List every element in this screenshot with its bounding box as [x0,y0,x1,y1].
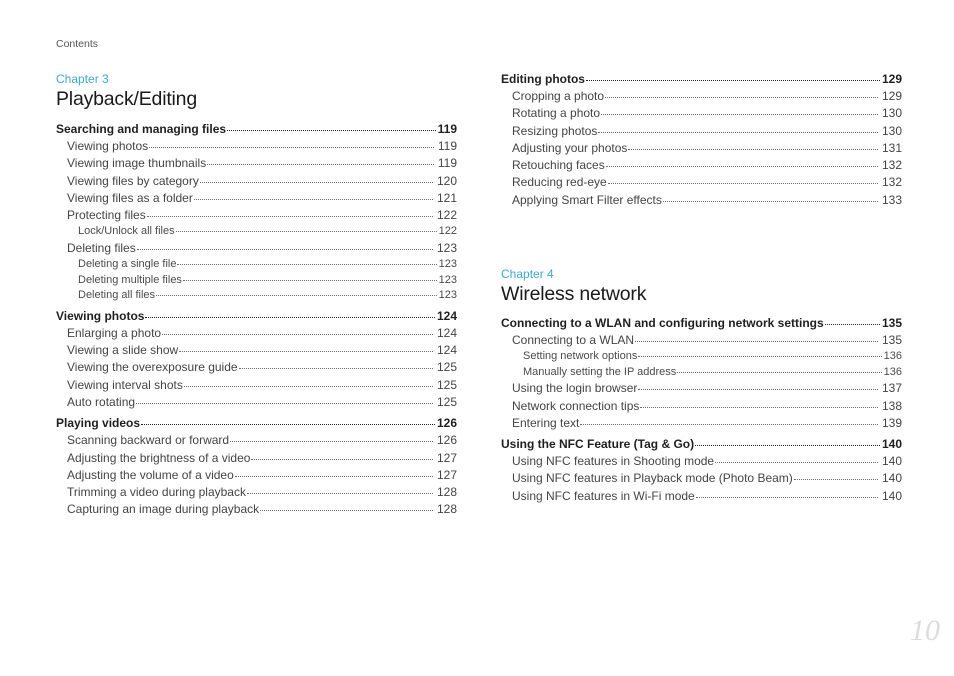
toc-entry-title: Rotating a photo [512,106,601,121]
toc-entry[interactable] [56,173,457,190]
dot-leader [147,207,433,218]
toc-entry-title: Cropping a photo [512,89,605,103]
toc-entry[interactable] [501,415,902,432]
dot-leader [200,172,433,183]
toc-entry-title: Scanning backward or forward [67,433,230,448]
dot-leader [179,341,433,352]
chapter-label: Chapter 4 [501,267,554,281]
toc-entry-title: Viewing files as a folder [67,190,193,205]
toc-entry-page: 123 [438,273,457,286]
toc-entry-page: 130 [881,123,902,138]
toc-entry-title: Using NFC features in Shooting mode [512,454,715,469]
page-number: 10 [910,614,940,647]
dot-leader [230,432,433,443]
toc-entry-page: 140 [881,454,902,469]
toc-entry[interactable] [501,488,902,505]
dot-leader [194,189,433,200]
chapter-4-heading [501,267,902,307]
dot-leader [598,122,878,133]
toc-entry[interactable] [56,501,457,518]
dot-leader [239,359,433,370]
toc-entry[interactable] [501,71,902,88]
toc-entry-page: 140 [881,437,902,452]
toc-entry-page: 119 [437,122,457,136]
toc-entry-title: Viewing a slide show [67,343,179,358]
dot-leader [136,393,433,404]
chapter-title: Wireless network [501,283,647,305]
dot-leader [638,380,878,391]
toc-entry[interactable] [501,174,902,191]
toc-entry-page: 132 [881,158,902,173]
toc-entry-page: 136 [883,350,902,363]
toc-entry[interactable] [56,415,457,432]
toc-entry[interactable] [501,157,902,174]
dot-leader [696,487,878,498]
toc-entry-title: Viewing image thumbnails [67,156,207,171]
toc-entry-title: Viewing photos [56,308,145,323]
toc-entry-page: 122 [438,225,457,238]
page-header: Contents [56,38,99,50]
toc-entry[interactable] [56,467,457,484]
toc-entry-title: Adjusting your photos [512,140,628,155]
toc-entry-title: Reducing red-eye [512,175,607,190]
toc-entry-title: Viewing photos [67,139,149,153]
chapter-title: Playback/Editing [56,88,197,110]
toc-entry-page: 119 [437,156,457,171]
toc-entry-page: 135 [881,316,902,330]
dot-leader [586,70,880,81]
toc-entry-title: Retouching faces [512,158,605,173]
toc-entry-page: 135 [881,333,902,347]
toc-entry-page: 122 [436,208,457,223]
toc-entry-title: Resizing photos [512,123,598,138]
toc-entry-page: 123 [438,258,457,271]
dot-leader [605,87,878,98]
toc-entry-title: Auto rotating [67,394,136,409]
dot-leader [149,137,434,148]
toc-entry-page: 123 [438,289,457,302]
toc-entry-title: Using the login browser [512,381,638,396]
toc-entry-title: Connecting to a WLAN [512,333,635,347]
dot-leader [176,223,437,233]
toc-entry-page: 128 [436,485,457,500]
toc-entry-title: Viewing interval shots [67,377,183,392]
toc-entry-page: 139 [881,415,902,430]
toc-entry[interactable] [56,325,457,342]
dot-leader [145,307,435,318]
chapter-label: Chapter 3 [56,72,109,86]
toc-entry-page: 125 [436,360,457,375]
toc-entry[interactable] [501,398,902,415]
dot-leader [715,453,878,464]
dot-leader [695,436,880,447]
toc-entry-page: 124 [436,308,457,323]
toc-entry-title: Capturing an image during playback [67,502,260,517]
toc-entry-title: Using the NFC Feature (Tag & Go) [501,437,695,452]
toc-entry[interactable] [501,436,902,453]
toc-entry[interactable] [56,484,457,501]
dot-leader [635,331,878,342]
toc-list-chapter-4 [501,315,902,505]
dot-leader [608,174,878,185]
toc-entry[interactable] [501,380,902,397]
toc-list-editing [501,71,902,209]
dot-leader [638,348,881,358]
toc-entry[interactable] [501,123,902,140]
toc-entry-page: 127 [436,467,457,482]
toc-entry-title: Using NFC features in Playback mode (Photo Beam) [512,471,793,486]
toc-entry-page: 126 [436,416,457,431]
toc-entry[interactable] [501,315,902,332]
toc-entry-title: Enlarging a photo [67,325,162,340]
toc-entry-page: 138 [881,398,902,413]
toc-entry-page: 126 [436,433,457,448]
toc-entry[interactable] [56,359,457,376]
toc-entry[interactable] [56,308,457,325]
toc-entry[interactable] [501,365,902,381]
dot-leader [663,191,878,202]
toc-entry-page: 124 [436,343,457,358]
dot-leader [251,449,433,460]
toc-entry-title: Deleting a single file [78,258,177,271]
dot-leader [141,415,435,426]
dot-leader [184,376,433,387]
toc-entry[interactable] [56,190,457,207]
toc-entry-title: Deleting multiple files [78,273,182,286]
toc-entry-page: 137 [881,381,902,396]
toc-entry[interactable] [56,450,457,467]
toc-entry[interactable] [56,224,457,240]
toc-entry[interactable] [501,470,902,487]
dot-leader [162,324,433,335]
dot-leader [825,314,880,325]
dot-leader [628,139,878,150]
toc-entry-title: Lock/Unlock all files [78,225,175,238]
toc-entry-title: Applying Smart Filter effects [512,192,662,207]
toc-entry[interactable] [501,192,902,209]
dot-leader [207,155,434,166]
dot-leader [677,363,881,373]
toc-entry-title: Deleting files [67,240,136,255]
dot-leader [156,286,437,296]
toc-entry-page: 129 [881,89,902,103]
toc-entry-title: Editing photos [501,72,585,86]
toc-entry-title: Adjusting the brightness of a video [67,450,251,465]
toc-entry[interactable] [56,377,457,394]
toc-entry-title: Viewing files by category [67,173,199,188]
toc-entry-title: Searching and managing files [56,122,227,136]
toc-entry-page: 125 [436,377,457,392]
dot-leader [794,470,878,481]
toc-entry-page: 120 [436,173,457,188]
toc-entry-page: 133 [881,192,902,207]
toc-entry-page: 132 [881,175,902,190]
toc-entry-page: 140 [881,488,902,503]
toc-entry-title: Adjusting the volume of a video [67,467,234,482]
toc-entry-title: Protecting files [67,208,146,223]
toc-entry-title: Entering text [512,415,580,430]
toc-entry-page: 127 [436,450,457,465]
toc-entry-title: Setting network options [523,350,638,363]
dot-leader [260,501,433,512]
toc-entry-page: 125 [436,394,457,409]
toc-entry-page: 130 [881,106,902,121]
toc-entry-page: 140 [881,471,902,486]
toc-entry-page: 121 [436,190,457,205]
dot-leader [640,397,878,408]
toc-entry-title: Connecting to a WLAN and configuring network settings [501,316,824,330]
toc-entry[interactable] [56,432,457,449]
dot-leader [137,239,433,250]
toc-entry-page: 131 [881,140,902,155]
toc-entry[interactable] [501,140,902,157]
dot-leader [235,466,433,477]
toc-entry[interactable] [56,394,457,411]
toc-entry[interactable] [501,88,902,105]
dot-leader [177,255,436,265]
toc-entry-title: Manually setting the IP address [523,365,677,378]
dot-leader [601,105,878,116]
dot-leader [227,120,436,131]
toc-entry[interactable] [501,453,902,470]
toc-entry[interactable] [56,342,457,359]
toc-entry[interactable] [56,288,457,304]
toc-entry[interactable] [56,155,457,172]
toc-entry-page: 128 [436,502,457,517]
dot-leader [183,271,437,281]
toc-entry[interactable] [56,138,457,155]
toc-entry-title: Trimming a video during playback [67,485,246,500]
toc-entry-page: 124 [436,325,457,340]
dot-leader [247,484,433,495]
toc-entry[interactable] [56,121,457,138]
toc-entry-title: Using NFC features in Wi-Fi mode [512,488,695,503]
toc-entry-page: 129 [881,72,902,86]
toc-list-chapter-3 [56,121,457,519]
toc-entry-page: 123 [436,240,457,255]
toc-entry-title: Playing videos [56,416,141,431]
dot-leader [580,414,878,425]
toc-entry-title: Viewing the overexposure guide [67,360,238,375]
toc-entry-page: 119 [437,139,457,153]
toc-entry-page: 136 [883,365,902,378]
toc-entry[interactable] [501,105,902,122]
dot-leader [606,157,878,168]
chapter-3-heading [56,72,457,112]
toc-entry-title: Deleting all files [78,289,156,302]
toc-entry-title: Network connection tips [512,398,640,413]
